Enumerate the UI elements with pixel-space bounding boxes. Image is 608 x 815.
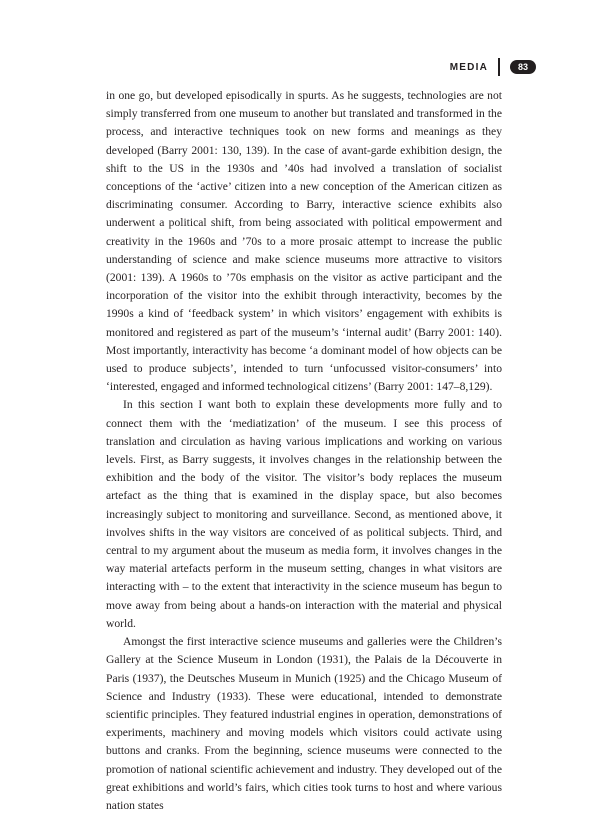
- body-text: [106, 87, 502, 815]
- page-number-badge: 83: [510, 60, 536, 74]
- paragraph: in one go, but developed episodically in spurts. As he suggests, technologies are not simply transferred from one museum to another but translated and transformed in the process, and interactive techniques took on new forms and meanings as they developed (Barry 2001: 130, 139). In the case of avant-garde exhibition design, the shift to the US in the 1930s and ’40s had involved a translation of socialist conceptions of the ‘active’ citizen into a new conception of the American citizen as discriminating consumer. According to Barry, interactive science exhibits also underwent a political shift, from being associated with political empowerment and creativity in the 1960s and ’70s to a more prosaic attempt to increase the public understanding of science and make science museums more attractive to visitors (2001: 139). A 1960s to ’70s emphasis on the visitor as active participant and the incorporation of the visitor into the exhibit through interactivity, becomes by the 1990s a kind of ‘feedback system’ in which visitors’ engagement with exhibits is monitored and registered as part of the museum’s ‘internal audit’ (Barry 2001: 140). Most importantly, interactivity has become ‘a dominant model of how objects can be used to produce subjects’, intended to turn ‘unfocussed visitor-consumers’ into ‘interested, engaged and informed technological citizens’ (Barry 2001: 147–8,129).: [106, 89, 502, 394]
- running-head-section: MEDIA: [449, 61, 488, 73]
- paragraph: In this section I want both to explain these developments more fully and to connect them with the ‘mediatization’ of the museum. I see this process of translation and circulation as having various implications and working on various levels. First, as Barry suggests, it involves changes in the relationship between the exhibition and the body of the visitor. The visitor’s body replaces the museum artefact as the thing that is examined in the display space, but also becomes increasingly subject to monitoring and surveillance. Second, as mentioned above, it involves shifts in the way visitors are conceived of as political subjects. Third, and central to my argument about the museum as media form, it involves changes in the way material artefacts perform in the museum setting, changes in what visitors are interacting with – to the extent that interactivity in the science museum has begun to move away from being about a hands-on interaction with the material and physical world.: [106, 398, 502, 630]
- running-head: [450, 58, 536, 76]
- paragraph: Amongst the first interactive science museums and galleries were the Children’s Gallery at the Science Museum in London (1931), the Palais de la Découverte in Paris (1937), the Deutsches Museum in Munich (1925) and the Chicago Museum of Science and Industry (1933). These were educational, intended to demonstrate scientific principles. They featured industrial engines in operation, demonstrations of experiments, machinery and moving models which visitors could activate using buttons and cranks. From the beginning, science museums were connected to the promotion of national scientific achievement and industry. They developed out of the great exhibitions and world’s fairs, which cities took turns to host and where various nation states: [106, 635, 502, 812]
- running-head-divider: [498, 58, 500, 76]
